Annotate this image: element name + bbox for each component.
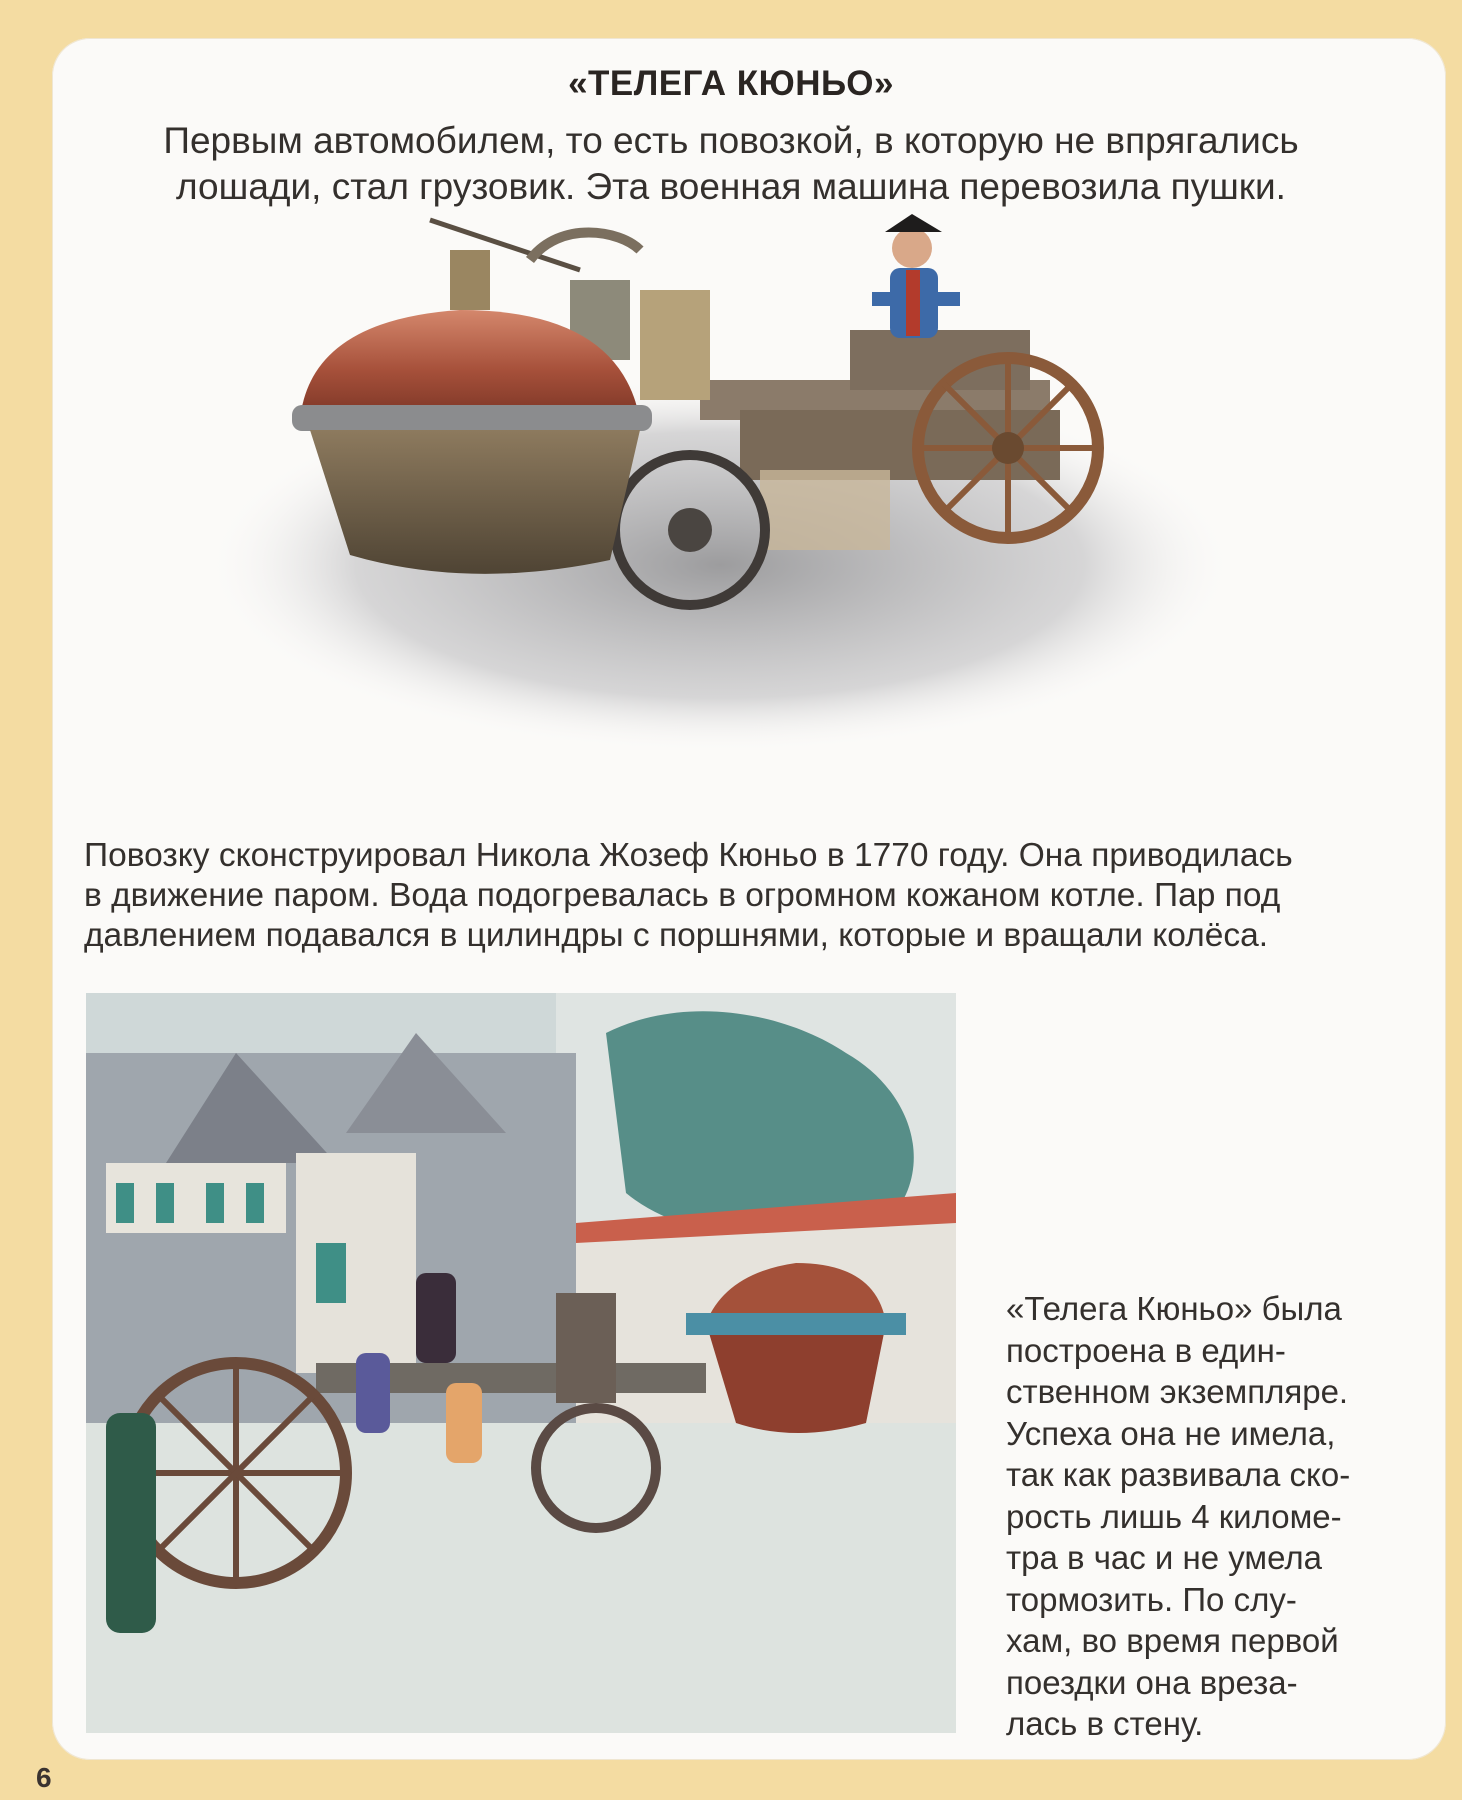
side-note-line: построена в един- [1006, 1331, 1286, 1369]
side-note-line: тормозить. По слу- [1006, 1580, 1297, 1618]
side-note-line: ственном экземпляре. [1006, 1373, 1349, 1410]
intro-line: лошади, стал грузовик. Эта военная машина перевозила пушки. [176, 166, 1286, 207]
steam-wagon-illustration [200, 210, 1280, 770]
history-paragraph [84, 836, 1414, 956]
paragraph-line: Повозку сконструировал Никола Жозеф Кюньо в 1770 году. Она приводилась [84, 837, 1293, 874]
intro-text [120, 118, 1342, 210]
side-note-line: хам, во время первой [1006, 1622, 1339, 1659]
crash-engraving-illustration [86, 993, 956, 1733]
paragraph-line: давлением подавался в цилиндры с поршнями, которые и вращали колёса. [84, 917, 1269, 954]
side-note-line: рость лишь 4 киломе- [1006, 1497, 1342, 1535]
side-note-line: Успеха она не имела, [1006, 1414, 1336, 1452]
side-note-line: тра в час и не умела [1006, 1539, 1322, 1576]
side-note-line: «Телега Кюньо» была [1006, 1290, 1342, 1327]
side-note-line: лась в стену. [1006, 1705, 1204, 1742]
page-number: 6 [36, 1762, 52, 1793]
side-note-line: поездки она вреза- [1006, 1663, 1298, 1701]
side-note-line: так как развивала ско- [1006, 1456, 1351, 1493]
page-title: «ТЕЛЕГА КЮНЬО» [568, 64, 894, 103]
side-note [1006, 1288, 1426, 1745]
intro-line: Первым автомобилем, то есть повозкой, в которую не впрягались [163, 120, 1299, 161]
paragraph-line: в движение паром. Вода подогревалась в огромном кожаном котле. Пар под [84, 877, 1281, 914]
